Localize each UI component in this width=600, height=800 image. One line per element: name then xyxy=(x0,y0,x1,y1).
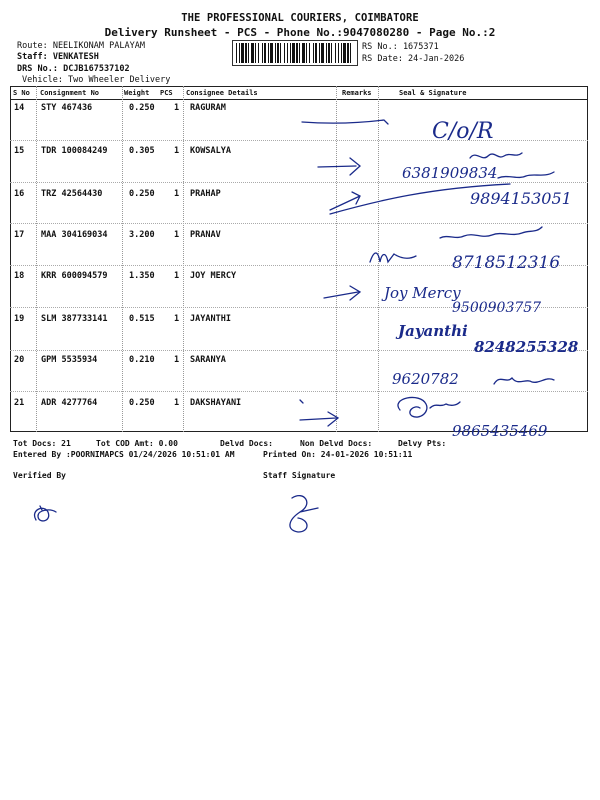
row-weight: 3.200 xyxy=(129,230,155,240)
handwritten-text: C/o/R xyxy=(432,119,494,144)
company-name: THE PROFESSIONAL COURIERS, COIMBATORE xyxy=(181,12,419,24)
row-weight: 0.250 xyxy=(129,398,155,408)
row-consignment: KRR 600094579 xyxy=(41,271,108,281)
delivery-points: Delvy Pts: xyxy=(398,439,447,448)
handwritten-name: Jayanthi xyxy=(398,322,468,340)
staff-signature-mark xyxy=(290,496,318,532)
row-consignee: PRANAV xyxy=(190,230,221,240)
row-consignee: JAYANTHI xyxy=(190,314,231,324)
staff-signature-label: Staff Signature xyxy=(263,471,336,480)
barcode-bar xyxy=(284,43,285,63)
handwritten-phone: 6381909834 xyxy=(402,164,498,182)
barcode-bar xyxy=(341,43,342,63)
barcode-bar xyxy=(258,43,259,63)
barcode-bar xyxy=(275,43,276,63)
row-consignment: SLM 387733141 xyxy=(41,314,108,324)
row-consignment: ADR 4277764 xyxy=(41,398,98,408)
row-consignee: PRAHAP xyxy=(190,189,221,199)
row-pcs: 1 xyxy=(174,189,180,199)
barcode-bar xyxy=(268,43,269,63)
delivered-docs: Delvd Docs: xyxy=(220,439,273,448)
row-pcs: 1 xyxy=(174,355,180,365)
row-consignee: DAKSHAYANI xyxy=(190,398,242,408)
row-pcs: 1 xyxy=(174,103,180,113)
row-sno: 18 xyxy=(14,271,25,281)
row-sno: 16 xyxy=(14,189,25,199)
barcode-bar xyxy=(343,43,346,63)
col-header-weight: Weight xyxy=(124,89,150,97)
barcode-bar xyxy=(280,43,281,63)
row-consignment: GPM 5535934 xyxy=(41,355,98,365)
col-header-seal: Seal & Signature xyxy=(399,89,467,97)
row-weight: 0.515 xyxy=(129,314,155,324)
printed-on: Printed On: 24-01-2026 10:51:11 xyxy=(263,450,413,459)
row-weight: 0.210 xyxy=(129,355,155,365)
drs-line xyxy=(17,64,130,74)
row-consignment: TRZ 42564430 xyxy=(41,189,103,199)
barcode-bar xyxy=(347,43,349,63)
row-pcs: 1 xyxy=(174,230,180,240)
barcode-bar xyxy=(326,43,327,63)
col-header-consignee: Consignee Details xyxy=(186,89,258,97)
row-separator xyxy=(10,223,588,224)
col-divider xyxy=(122,86,123,432)
row-sno: 15 xyxy=(14,146,25,156)
barcode-bar xyxy=(248,43,249,63)
row-sno: 20 xyxy=(14,355,25,365)
route-text: Route: NEELIKONAM PALAYAM xyxy=(17,41,145,51)
row-weight: 0.305 xyxy=(129,146,155,156)
row-weight: 0.250 xyxy=(129,103,155,113)
handwritten-phone: 9894153051 xyxy=(470,189,572,208)
total-docs: Tot Docs: 21 xyxy=(13,439,71,448)
handwritten-phone: 8718512316 xyxy=(452,253,561,273)
row-separator xyxy=(10,350,588,351)
col-divider xyxy=(36,86,37,432)
barcode-bar xyxy=(241,43,244,63)
runsheet-title: Delivery Runsheet - PCS - Phone No.:9047080280 - Page No.:2 xyxy=(104,26,496,39)
barcode-image xyxy=(232,40,358,66)
row-pcs: 1 xyxy=(174,146,180,156)
barcode-bar xyxy=(338,43,339,63)
barcode-bar xyxy=(255,43,256,63)
barcode-bar xyxy=(309,43,310,63)
row-consignee: RAGURAM xyxy=(190,103,226,113)
barcode-bar xyxy=(321,43,324,63)
row-separator xyxy=(10,391,588,392)
row-consignee: JOY MERCY xyxy=(190,271,237,281)
barcode-bar xyxy=(306,43,307,63)
barcode-bar xyxy=(292,43,295,63)
col-header-consignment: Consignment No xyxy=(40,89,100,97)
barcode-bar xyxy=(287,43,288,63)
handwritten-phone: 9865435469 xyxy=(452,422,548,440)
row-sno: 14 xyxy=(14,103,25,113)
row-consignment: TDR 100084249 xyxy=(41,146,108,156)
barcode-bar xyxy=(315,43,317,63)
barcode-bar xyxy=(251,43,254,63)
staff-line xyxy=(17,52,99,62)
col-divider xyxy=(336,86,337,432)
row-pcs: 1 xyxy=(174,271,180,281)
row-separator xyxy=(10,140,588,141)
barcode-bar xyxy=(277,43,279,63)
row-sno: 19 xyxy=(14,314,25,324)
barcode-bar xyxy=(350,43,351,63)
staff-label: Staff: xyxy=(17,52,48,62)
staff-value: VENKATESH xyxy=(52,52,99,62)
barcode-bar xyxy=(290,43,291,63)
barcode-bar xyxy=(270,43,273,63)
barcode-bar xyxy=(319,43,320,63)
row-separator xyxy=(10,182,588,183)
vehicle-text: Vehicle: Two Wheeler Delivery xyxy=(22,75,171,85)
barcode-bar xyxy=(331,43,332,63)
barcode-bar xyxy=(299,43,300,63)
row-pcs: 1 xyxy=(174,398,180,408)
verified-signature xyxy=(35,506,56,521)
col-divider xyxy=(378,86,379,432)
row-consignee: KOWSALYA xyxy=(190,146,231,156)
row-weight: 1.350 xyxy=(129,271,155,281)
row-sno: 17 xyxy=(14,230,25,240)
barcode-bar xyxy=(302,43,305,63)
barcode-bars xyxy=(233,41,357,65)
barcode-bar xyxy=(245,43,247,63)
col-header-remarks: Remarks xyxy=(342,89,372,97)
non-delivered-docs: Non Delvd Docs: xyxy=(300,439,373,448)
drs-label: DRS No.: xyxy=(17,64,58,74)
handwritten-phone: 8248255328 xyxy=(474,338,579,356)
row-consignment: MAA 304169034 xyxy=(41,230,108,240)
row-consignee: SARANYA xyxy=(190,355,226,365)
row-weight: 0.250 xyxy=(129,189,155,199)
entered-by: Entered By :POORNIMAPCS 01/24/2026 10:51:01 AM xyxy=(13,450,235,459)
barcode-bar xyxy=(239,43,240,63)
barcode-bar xyxy=(236,43,237,63)
barcode-bar xyxy=(328,43,330,63)
handwritten-name: Joy Mercy xyxy=(384,284,461,302)
rs-date: RS Date: 24-Jan-2026 xyxy=(362,54,465,64)
col-header-sno: S No xyxy=(13,89,30,97)
row-pcs: 1 xyxy=(174,314,180,324)
barcode-bar xyxy=(262,43,263,63)
col-divider xyxy=(183,86,184,432)
rs-number: RS No.: 1675371 xyxy=(362,42,439,52)
barcode-bar xyxy=(296,43,298,63)
drs-value: DCJB167537102 xyxy=(63,64,130,74)
col-header-pcs: PCS xyxy=(160,89,173,97)
runsheet-table xyxy=(10,86,588,432)
barcode-bar xyxy=(264,43,266,63)
row-separator xyxy=(10,307,588,308)
table-header-divider xyxy=(10,99,588,100)
verified-by-label: Verified By xyxy=(13,471,66,480)
row-consignment: STY 467436 xyxy=(41,103,93,113)
handwritten-phone: 9620782 xyxy=(392,370,459,388)
total-cod-amount: Tot COD Amt: 0.00 xyxy=(96,439,178,448)
barcode-bar xyxy=(313,43,314,63)
handwritten-phone: 9500903757 xyxy=(452,300,542,316)
barcode-bar xyxy=(335,43,336,63)
row-sno: 21 xyxy=(14,398,25,408)
row-separator xyxy=(10,265,588,266)
